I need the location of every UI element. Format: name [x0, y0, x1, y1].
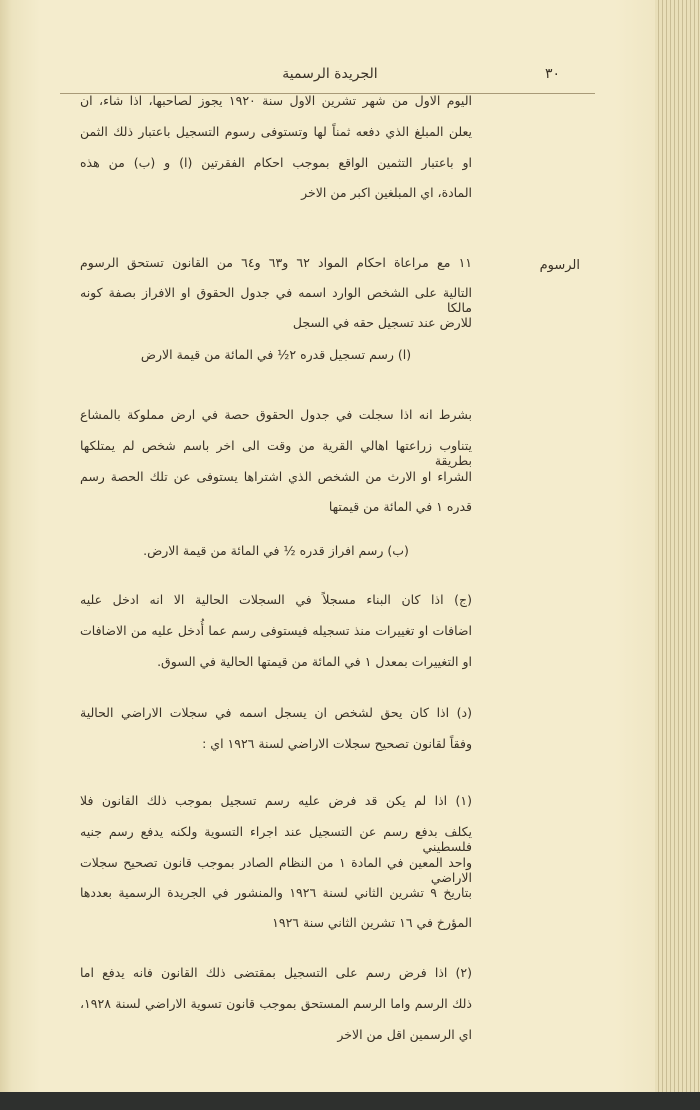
text-line: (١) اذا لم يكن قد فرض عليه رسم تسجيل بموجب ذلك القانون فلا — [80, 793, 472, 808]
text-line: اليوم الاول من شهر تشرين الاول سنة ١٩٢٠ يجوز لصاحبها، اذا شاء، ان — [80, 93, 472, 108]
text-line: ١١ مع مراعاة احكام المواد ٦٢ و٦٣ و٦٤ من القانون تستحق الرسوم — [80, 255, 472, 270]
text-line: يكلف بدفع رسم عن التسجيل عند اجراء التسوية ولكنه يدفع رسم جنيه فلسطيني — [80, 824, 472, 854]
text-line: قدره ١ في المائة من قيمتها — [328, 499, 472, 514]
text-line: يتناوب زراعتها اهالي القرية من وقت الى اخر باسم شخص لم يمتلكها بطريقة — [80, 438, 472, 468]
text-line: (٢) اذا فرض رسم على التسجيل بمقتضى ذلك القانون فانه يدفع اما — [80, 965, 472, 980]
text-line: ذلك الرسم واما الرسم المستحق بموجب قانون تسوية الاراضي لسنة ١٩٢٨، — [80, 996, 472, 1011]
text-line: بتاريخ ٩ تشرين الثاني لسنة ١٩٢٦ والمنشور في الجريدة الرسمية بعددها — [80, 885, 473, 900]
text-line: يعلن المبلغ الذي دفعه ثمناً لها وتستوفى رسوم التسجيل باعتبار ذلك الثمن — [80, 124, 472, 139]
text-line: التالية على الشخص الوارد اسمه في جدول الحقوق او الافراز بصفة كونه مالكا — [80, 285, 472, 315]
text-line: الشراء او الارث من الشخص الذي اشتراها يستوفى عن تلك الحصة رسم — [80, 469, 472, 484]
text-line: بشرط انه اذا سجلت في جدول الحقوق حصة في ارض مملوكة بالمشاع — [80, 407, 472, 422]
text-line: (د) اذا كان يحق لشخص ان يسجل اسمه في سجلات الاراضي الحالية — [80, 705, 472, 720]
text-line: وفقاً لقانون تصحيح سجلات الاراضي لسنة ١٩٢٦ اي : — [202, 736, 472, 751]
text-line: واحد المعين في المادة ١ من النظام الصادر بموجب قانون تصحيح سجلات الاراضي — [80, 855, 472, 885]
page-edges — [655, 0, 700, 1092]
text-line: المؤرخ في ١٦ تشرين الثاني سنة ١٩٢٦ — [272, 915, 472, 930]
margin-note: الرسوم — [539, 258, 580, 273]
text-line: للارض عند تسجيل حقه في السجل — [292, 315, 472, 330]
page-number: ٣٠ — [545, 66, 561, 82]
text-line: (ا) رسم تسجيل قدره ٢½ في المائة من قيمة الارض — [140, 347, 412, 362]
text-line: او باعتبار التثمين الواقع بموجب احكام الفقرتين (ا) و (ب) من هذه — [80, 155, 472, 170]
text-line: (ج) اذا كان البناء مسجلاً في السجلات الحالية الا انه ادخل عليه — [80, 592, 472, 607]
text-line: اضافات او تغييرات منذ تسجيله فيستوفى رسم عما أُدخل عليه من الاضافات — [80, 623, 472, 638]
running-header-title: الجريدة الرسمية — [282, 66, 378, 82]
text-line: او التغييرات بمعدل ١ في المائة من قيمتها الحالية في السوق. — [157, 654, 472, 669]
text-line: اي الرسمين اقل من الاخر — [337, 1027, 472, 1042]
book-cover-edge — [0, 1092, 700, 1110]
text-line: المادة، اي المبلغين اكبر من الاخر — [301, 185, 472, 200]
text-line: (ب) رسم افراز قدره ½ في المائة من قيمة الارض. — [143, 543, 409, 558]
